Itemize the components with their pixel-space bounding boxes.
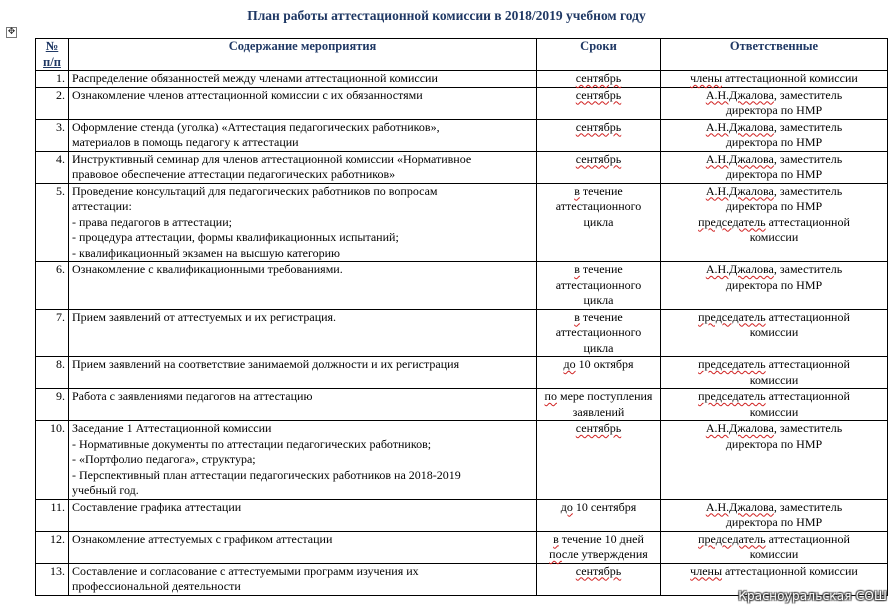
row-responsible-line: члены аттестационной комиссии xyxy=(690,563,858,578)
row-responsible xyxy=(661,499,888,531)
row-responsible-line: А.Н.Джалова, заместитель xyxy=(705,151,843,166)
row-dates-line: цикла xyxy=(583,214,614,229)
row-responsible-line: А.Н.Джалова, заместитель xyxy=(705,87,843,102)
row-content xyxy=(69,389,537,421)
row-dates-line xyxy=(540,152,657,168)
row-content-line: Составление графика аттестации xyxy=(72,499,242,514)
spellcheck-mark: до xyxy=(560,499,573,514)
row-content-line: - Нормативные документы по аттестации педагогических работников; xyxy=(72,436,432,451)
row-responsible-line: комиссии xyxy=(749,404,799,419)
table-row xyxy=(36,262,888,310)
row-responsible xyxy=(661,262,888,310)
spellcheck-mark: сентябрь xyxy=(575,71,622,85)
row-responsible-line: директора по НМР xyxy=(725,277,823,292)
row-dates-line: цикла xyxy=(583,293,614,307)
row-content-line: профессиональной деятельности xyxy=(72,579,241,593)
row-content xyxy=(69,357,537,389)
spellcheck-mark: А.Н.Джалова xyxy=(705,421,774,435)
row-dates xyxy=(537,119,661,151)
row-dates xyxy=(537,262,661,310)
row-responsible-line: председатель аттестационной xyxy=(698,357,850,371)
watermark-text: Красноуральская СОШ xyxy=(738,589,887,603)
spellcheck-mark: в xyxy=(574,262,580,276)
row-responsible-line: директора по НМР xyxy=(725,103,823,117)
row-content-line: Инструктивный семинар для членов аттестационной комиссии «Нормативное xyxy=(72,151,472,166)
header-number-line1: № xyxy=(45,39,59,53)
row-number: 12. xyxy=(36,531,69,563)
table-row xyxy=(36,309,888,357)
row-dates-line: цикла xyxy=(583,340,614,355)
row-dates xyxy=(537,531,661,563)
row-dates-line: в течение xyxy=(574,183,623,198)
row-dates-line: в течение xyxy=(574,262,623,276)
row-content-line: правовое обеспечение аттестации педагогических работников» xyxy=(72,167,396,181)
row-responsible-line: комиссии xyxy=(749,372,799,387)
spellcheck-mark: председатель xyxy=(698,309,766,324)
header-dates: Сроки xyxy=(537,39,661,71)
row-content-line: Проведение консультаций для педагогических работников по вопросам xyxy=(72,183,438,198)
row-number: 1. xyxy=(36,71,69,88)
row-dates-line: до 10 октября xyxy=(563,357,634,371)
spellcheck-mark: сентябрь xyxy=(575,151,622,166)
table-row xyxy=(36,389,888,421)
row-responsible xyxy=(661,71,888,88)
row-dates xyxy=(537,563,661,595)
row-responsible xyxy=(661,183,888,262)
table-row xyxy=(36,531,888,563)
row-content-line: Ознакомление членов аттестационной комиссии с их обязанностями xyxy=(72,87,423,102)
table-row xyxy=(36,421,888,500)
row-content xyxy=(69,119,537,151)
row-dates xyxy=(537,87,661,119)
spellcheck-mark: председатель xyxy=(698,357,766,371)
row-responsible-line: А.Н.Джалова, заместитель xyxy=(705,119,843,134)
row-dates xyxy=(537,71,661,88)
row-dates xyxy=(537,421,661,500)
row-number: 8. xyxy=(36,357,69,389)
work-plan-table xyxy=(35,38,888,596)
row-content xyxy=(69,151,537,183)
row-content xyxy=(69,563,537,595)
row-content xyxy=(69,87,537,119)
table-row xyxy=(36,183,888,262)
row-content-line: учебный год. xyxy=(72,483,139,497)
row-content-line: Оформление стенда (уголка) «Аттестация педагогических работников», xyxy=(72,119,440,134)
row-content-line: - квалификационный экзамен на высшую категорию xyxy=(72,245,341,260)
row-content-line: Ознакомление с квалификационными требованиями. xyxy=(72,262,343,276)
table-body xyxy=(36,71,888,596)
row-content-line: Прием заявлений на соответствие занимаемой должности и их регистрация xyxy=(72,357,460,371)
spellcheck-mark: А.Н.Джалова xyxy=(705,262,774,276)
row-dates-line: в течение 10 дней xyxy=(553,531,644,546)
row-responsible-line: А.Н.Джалова, заместитель xyxy=(705,499,843,514)
row-responsible-line: комиссии xyxy=(749,230,799,244)
row-responsible-line: члены аттестационной комиссии xyxy=(690,71,858,85)
row-content-line: Работа с заявлениями педагогов на аттестацию xyxy=(72,389,313,403)
row-responsible-line: А.Н.Джалова, заместитель xyxy=(705,421,843,435)
row-responsible-line: директора по НМР xyxy=(725,199,823,213)
row-responsible-line: председатель аттестационной xyxy=(698,214,850,229)
row-number: 7. xyxy=(36,309,69,357)
row-responsible-line: председатель аттестационной xyxy=(698,531,850,546)
row-content xyxy=(69,421,537,500)
row-responsible-line: директора по НМР xyxy=(725,135,823,149)
row-responsible xyxy=(661,87,888,119)
row-responsible-line: председатель аттестационной xyxy=(698,309,850,324)
spellcheck-mark: А.Н.Джалова xyxy=(705,119,774,134)
document-title: План работы аттестационной комиссии в 2018/2019 учебном году xyxy=(247,8,646,23)
row-dates-line xyxy=(540,71,657,87)
row-content-line: материалов в помощь педагогу к аттестации xyxy=(72,135,299,149)
row-number: 6. xyxy=(36,262,69,310)
spellcheck-mark: в xyxy=(574,183,580,198)
row-dates-line: аттестационного xyxy=(555,277,642,292)
row-responsible-line: председатель аттестационной xyxy=(698,389,850,403)
spellcheck-mark: А.Н.Джалова xyxy=(705,499,774,514)
row-responsible xyxy=(661,421,888,500)
row-dates xyxy=(537,389,661,421)
row-number: 10. xyxy=(36,421,69,500)
spellcheck-mark: по xyxy=(544,389,557,403)
row-responsible-line: А.Н.Джалова, заместитель xyxy=(705,183,843,198)
row-responsible-line: директора по НМР xyxy=(725,515,823,529)
row-content-line: - права педагогов в аттестации; xyxy=(72,214,232,229)
spellcheck-mark: сентябрь xyxy=(575,421,622,435)
row-dates xyxy=(537,151,661,183)
row-number: 5. xyxy=(36,183,69,262)
row-content-line: Распределение обязанностей между членами аттестационной комиссии xyxy=(72,71,438,85)
row-content-line: - Перспективный план аттестации педагогических работников на 2018-2019 xyxy=(72,467,461,482)
spellcheck-mark: А.Н.Джалова xyxy=(705,183,774,198)
spellcheck-mark: председатель xyxy=(698,531,766,546)
spellcheck-mark: сентябрь xyxy=(575,563,622,578)
row-responsible xyxy=(661,389,888,421)
row-number: 3. xyxy=(36,119,69,151)
row-content-line: Ознакомление аттестуемых с графиком аттестации xyxy=(72,531,333,546)
row-dates-line xyxy=(540,120,657,136)
row-content-line: Заседание 1 Аттестационной комиссии xyxy=(72,421,272,435)
row-dates-line xyxy=(540,421,657,437)
row-responsible xyxy=(661,151,888,183)
row-dates xyxy=(537,499,661,531)
spellcheck-mark: члены xyxy=(690,563,723,578)
row-responsible-line: А.Н.Джалова, заместитель xyxy=(705,262,843,276)
spellcheck-mark: до xyxy=(563,357,576,371)
row-responsible xyxy=(661,531,888,563)
table-row xyxy=(36,87,888,119)
header-number xyxy=(36,39,69,71)
row-content xyxy=(69,71,537,88)
row-dates xyxy=(537,309,661,357)
row-number: 4. xyxy=(36,151,69,183)
row-content xyxy=(69,531,537,563)
spellcheck-mark: А.Н.Джалова xyxy=(705,151,774,166)
row-dates-line xyxy=(540,88,657,104)
row-dates-line: аттестационного xyxy=(555,325,642,339)
row-content-line: Составление и согласование с аттестуемыми программ изучения их xyxy=(72,563,419,578)
header-responsible: Ответственные xyxy=(661,39,888,71)
table-row xyxy=(36,499,888,531)
spellcheck-mark: А.Н.Джалова xyxy=(705,87,774,102)
spellcheck-mark: председатель xyxy=(698,389,766,403)
row-responsible xyxy=(661,119,888,151)
spellcheck-mark: по xyxy=(549,547,562,561)
row-content-line: - «Портфолио педагога», структура; xyxy=(72,452,256,466)
row-number: 11. xyxy=(36,499,69,531)
row-dates xyxy=(537,357,661,389)
row-dates xyxy=(537,183,661,262)
row-dates-line: после утверждения xyxy=(549,547,648,561)
row-responsible-line: комиссии xyxy=(749,547,799,561)
spellcheck-mark: в xyxy=(553,531,559,546)
table-row xyxy=(36,357,888,389)
row-number: 2. xyxy=(36,87,69,119)
spellcheck-mark: сентябрь xyxy=(575,87,622,102)
spellcheck-mark: члены xyxy=(690,71,723,85)
table-row xyxy=(36,71,888,88)
spellcheck-mark: председатель xyxy=(698,214,766,229)
row-number: 9. xyxy=(36,389,69,421)
header-number-line2: п/п xyxy=(43,54,61,69)
row-dates-line: аттестационного xyxy=(555,199,642,213)
row-content xyxy=(69,309,537,357)
row-dates-line: до 10 сентября xyxy=(560,499,637,514)
row-content-line: аттестации: xyxy=(72,199,132,213)
table-header-row xyxy=(36,39,888,71)
row-dates-line: заявлений xyxy=(572,404,625,419)
row-dates-line: по мере поступления xyxy=(544,389,653,403)
row-responsible xyxy=(661,309,888,357)
row-number: 13. xyxy=(36,563,69,595)
header-content: Содержание мероприятия xyxy=(69,39,537,71)
row-content xyxy=(69,499,537,531)
row-dates-line: в течение xyxy=(574,309,623,324)
row-responsible-line: директора по НМР xyxy=(725,167,823,181)
row-responsible-line: комиссии xyxy=(749,325,799,339)
spellcheck-mark: сентябрь xyxy=(575,119,622,134)
row-content xyxy=(69,183,537,262)
row-dates-line xyxy=(540,564,657,580)
row-responsible-line: директора по НМР xyxy=(725,436,823,451)
row-content-line: Прием заявлений от аттестуемых и их регистрация. xyxy=(72,309,337,324)
table-move-handle-icon[interactable]: ✥ xyxy=(7,27,16,37)
row-content xyxy=(69,262,537,310)
table-row xyxy=(36,151,888,183)
table-row xyxy=(36,119,888,151)
row-responsible xyxy=(661,357,888,389)
spellcheck-mark: в xyxy=(574,309,580,324)
row-content-line: - процедура аттестации, формы квалификационных испытаний; xyxy=(72,230,399,244)
